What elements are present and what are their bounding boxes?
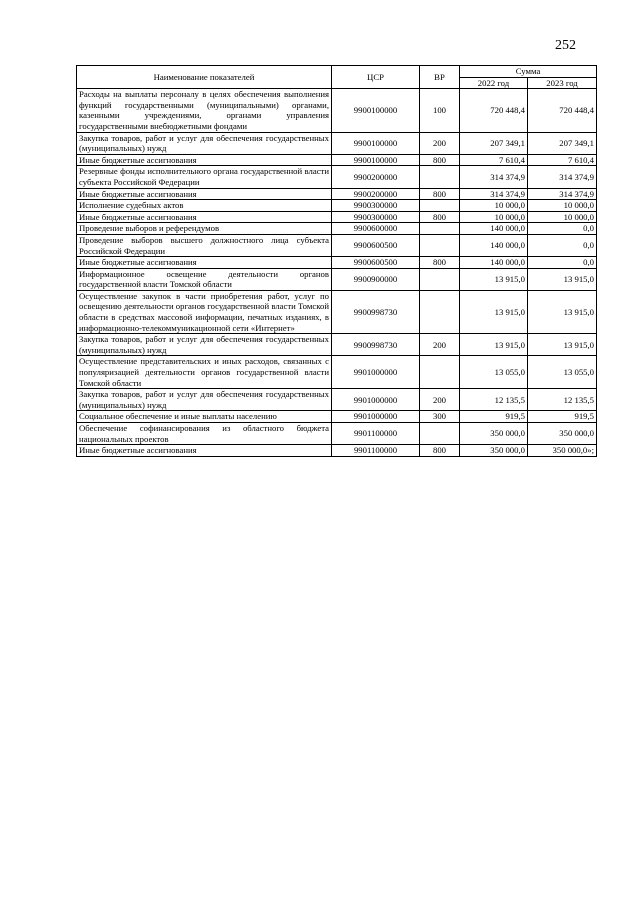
row-name: Иные бюджетные ассигнования: [77, 445, 332, 457]
row-name: Иные бюджетные ассигнования: [77, 257, 332, 269]
row-amount-2022: 140 000,0: [460, 234, 528, 256]
table-row: [77, 257, 597, 269]
row-amount-2022: 13 915,0: [460, 268, 528, 290]
row-csr: 9900200000: [332, 188, 420, 200]
table-row: [77, 211, 597, 223]
table-row: [77, 268, 597, 290]
row-amount-2023: 0,0: [528, 223, 597, 235]
row-vr: 100: [420, 89, 460, 132]
row-csr: 9900998730: [332, 290, 420, 333]
row-csr: 9900600500: [332, 257, 420, 269]
row-name: Обеспечение софинансирования из областного бюджета национальных проектов: [77, 423, 332, 445]
table-row: [77, 423, 597, 445]
budget-table: [76, 65, 597, 457]
table-header: [77, 66, 597, 89]
row-vr: 800: [420, 445, 460, 457]
row-csr: 9900100000: [332, 154, 420, 166]
row-amount-2023: 0,0: [528, 257, 597, 269]
row-csr: 9900300000: [332, 211, 420, 223]
table-row: [77, 389, 597, 411]
row-amount-2023: 13 055,0: [528, 356, 597, 389]
row-name: Исполнение судебных актов: [77, 200, 332, 212]
row-csr: 9900100000: [332, 89, 420, 132]
row-vr: 800: [420, 257, 460, 269]
row-amount-2022: 314 374,9: [460, 188, 528, 200]
row-amount-2022: 7 610,4: [460, 154, 528, 166]
row-amount-2023: 10 000,0: [528, 200, 597, 212]
row-amount-2023: 314 374,9: [528, 188, 597, 200]
row-amount-2022: 13 915,0: [460, 334, 528, 356]
row-csr: 9901000000: [332, 356, 420, 389]
row-csr: 9901100000: [332, 423, 420, 445]
row-name: Расходы на выплаты персоналу в целях обеспечения выполнения функций государственными (муниципальными) органами, казенными учреждениями, органами управления государственными внебюджетными фондами: [77, 89, 332, 132]
row-vr: [420, 356, 460, 389]
row-name: Закупка товаров, работ и услуг для обеспечения государственных (муниципальных) нужд: [77, 389, 332, 411]
header-year-2022: 2022 год: [460, 77, 528, 89]
table-row: [77, 132, 597, 154]
table-body: [77, 89, 597, 457]
row-vr: [420, 290, 460, 333]
row-amount-2022: 13 915,0: [460, 290, 528, 333]
row-vr: 800: [420, 154, 460, 166]
row-amount-2022: 140 000,0: [460, 257, 528, 269]
row-vr: 200: [420, 334, 460, 356]
row-name: Иные бюджетные ассигнования: [77, 211, 332, 223]
header-name: Наименование показателей: [77, 66, 332, 89]
row-vr: 300: [420, 411, 460, 423]
row-name: Иные бюджетные ассигнования: [77, 188, 332, 200]
row-vr: [420, 166, 460, 188]
row-amount-2022: 350 000,0: [460, 445, 528, 457]
row-amount-2023: 13 915,0: [528, 334, 597, 356]
row-csr: 9900998730: [332, 334, 420, 356]
header-csr: ЦСР: [332, 66, 420, 89]
table-row: [77, 234, 597, 256]
table-row: [77, 89, 597, 132]
table-row: [77, 200, 597, 212]
row-vr: [420, 200, 460, 212]
table-row: [77, 188, 597, 200]
row-name: Осуществление закупок в части приобретения работ, услуг по освещению деятельности органов государственной власти Томской области в средствах массовой информации, печатных изданиях, в информационно-телекоммуникационной сети «Интернет»: [77, 290, 332, 333]
row-amount-2023: 350 000,0»;: [528, 445, 597, 457]
row-vr: [420, 268, 460, 290]
row-amount-2023: 350 000,0: [528, 423, 597, 445]
table-row: [77, 290, 597, 333]
row-amount-2022: 10 000,0: [460, 200, 528, 212]
row-name: Закупка товаров, работ и услуг для обеспечения государственных (муниципальных) нужд: [77, 334, 332, 356]
table-row: [77, 154, 597, 166]
row-amount-2022: 919,5: [460, 411, 528, 423]
row-vr: 200: [420, 389, 460, 411]
row-vr: 800: [420, 211, 460, 223]
header-sum: Сумма: [460, 66, 597, 78]
row-amount-2022: 10 000,0: [460, 211, 528, 223]
table-row: [77, 356, 597, 389]
table-row: [77, 166, 597, 188]
row-csr: 9901000000: [332, 411, 420, 423]
row-name: Резервные фонды исполнительного органа государственной власти субъекта Российской Федерации: [77, 166, 332, 188]
row-amount-2023: 720 448,4: [528, 89, 597, 132]
row-vr: [420, 423, 460, 445]
row-csr: 9900300000: [332, 200, 420, 212]
row-name: Осуществление представительских и иных расходов, связанных с популяризацией деятельности органов государственной власти Томской области: [77, 356, 332, 389]
row-csr: 9900100000: [332, 132, 420, 154]
row-csr: 9900900000: [332, 268, 420, 290]
row-csr: 9900600000: [332, 223, 420, 235]
table-row: [77, 223, 597, 235]
row-amount-2023: 314 374,9: [528, 166, 597, 188]
row-amount-2023: 12 135,5: [528, 389, 597, 411]
row-amount-2023: 207 349,1: [528, 132, 597, 154]
row-csr: 9901100000: [332, 445, 420, 457]
row-amount-2022: 12 135,5: [460, 389, 528, 411]
row-vr: [420, 223, 460, 235]
row-amount-2022: 13 055,0: [460, 356, 528, 389]
row-name: Закупка товаров, работ и услуг для обеспечения государственных (муниципальных) нужд: [77, 132, 332, 154]
table-row: [77, 411, 597, 423]
page-number: 252: [555, 38, 576, 53]
row-amount-2022: 314 374,9: [460, 166, 528, 188]
row-csr: 9900600500: [332, 234, 420, 256]
row-csr: 9901000000: [332, 389, 420, 411]
row-csr: 9900200000: [332, 166, 420, 188]
row-amount-2023: 13 915,0: [528, 290, 597, 333]
row-vr: [420, 234, 460, 256]
row-amount-2023: 0,0: [528, 234, 597, 256]
row-amount-2023: 10 000,0: [528, 211, 597, 223]
header-year-2023: 2023 год: [528, 77, 597, 89]
row-amount-2022: 140 000,0: [460, 223, 528, 235]
row-name: Проведение выборов и референдумов: [77, 223, 332, 235]
header-vr: ВР: [420, 66, 460, 89]
row-amount-2023: 919,5: [528, 411, 597, 423]
row-name: Иные бюджетные ассигнования: [77, 154, 332, 166]
row-name: Социальное обеспечение и иные выплаты населению: [77, 411, 332, 423]
row-vr: 200: [420, 132, 460, 154]
row-name: Информационное освещение деятельности органов государственной власти Томской области: [77, 268, 332, 290]
table-row: [77, 334, 597, 356]
table-row: [77, 445, 597, 457]
row-amount-2022: 720 448,4: [460, 89, 528, 132]
row-amount-2022: 207 349,1: [460, 132, 528, 154]
row-name: Проведение выборов высшего должностного лица субъекта Российской Федерации: [77, 234, 332, 256]
row-amount-2023: 13 915,0: [528, 268, 597, 290]
row-vr: 800: [420, 188, 460, 200]
row-amount-2023: 7 610,4: [528, 154, 597, 166]
row-amount-2022: 350 000,0: [460, 423, 528, 445]
